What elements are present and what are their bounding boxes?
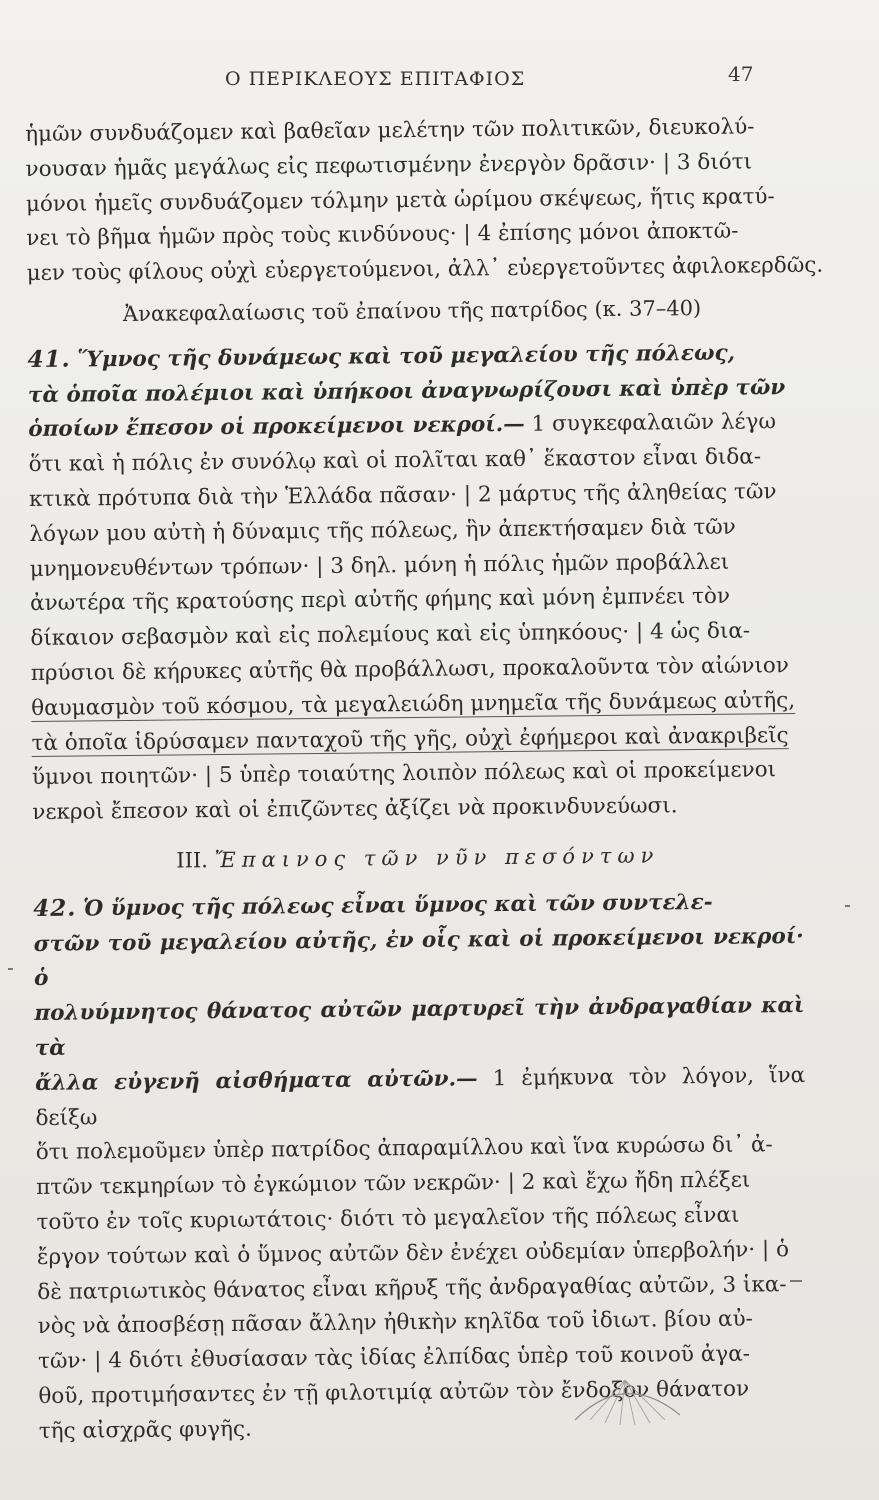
page-number: 47 (728, 62, 754, 86)
section-lemma: ἄλλα εὐγενῆ αἰσθήματα αὐτῶν.— (35, 1066, 478, 1096)
section-lemma: ὁποίων ἔπεσον οἱ προκείμενοι νεκροί.— (28, 412, 525, 443)
text-line: ὅτι πολεμοῦμεν ὑπὲρ πατρίδος ἀπαραμίλλου καὶ ἵνα κυρώσω δι᾽ ἀ- (35, 1132, 773, 1166)
text-line: κτικὰ πρότυπα διὰ τὴν Ἑλλάδα πᾶσαν· | 2 μάρτυς τῆς ἀληθείας τῶν (28, 479, 777, 512)
text-line: τὰ ὁποῖα ἱδρύσαμεν πανταχοῦ τῆς γῆς, οὐχὶ ἐφήμεροι καὶ ἀνακριβεῖς (31, 722, 789, 756)
running-title: Ο ΠΕΡΙΚΛΕΟΥΣ ΕΠΙΤΑΦΙΟΣ (225, 68, 526, 90)
text-line: νεκροὶ ἔπεσον καὶ οἱ ἐπιζῶντες ἀξίζει νὰ προκινδυνεύωσι. (32, 793, 678, 826)
text-line: νουσαν ἡμᾶς μεγάλως εἰς πεφωτισμένην ἐνεργὸν δρᾶσιν· | 3 διότι (25, 149, 753, 182)
text-line: θαυμασμὸν τοῦ κόσμου, τὰ μεγαλειώδη μνημεῖα τῆς δυνάμεως αὐτῆς, (31, 687, 796, 721)
text-line: 1 ἐμήκυνα τὸν λόγον, ἵνα δείξω (35, 1062, 806, 1131)
text-line: ὕμνοι ποιητῶν· | 5 ὑπὲρ τοιαύτης λοιπὸν πόλεως καὶ οἱ προκείμενοι (31, 757, 777, 791)
text-line: πρύσιοι δὲ κήρυκες αὐτῆς θὰ προβάλλωσι, προκαλοῦντα τὸν αἰώνιον (30, 653, 790, 686)
text-line: 1 συγκεφαλαιῶν λέγω (531, 409, 777, 438)
text-line: μεν τοὺς φίλους οὐχὶ εὐεργετούμενοι, ἀλλ᾽ εὐεργετοῦντες ἀφιλοκερδῶς. (26, 252, 824, 287)
speck-mark (790, 1280, 802, 1282)
section-heading-iii (33, 837, 803, 880)
text-line: δίκαιον σεβασμὸν καὶ εἰς πολεμίους καὶ εἰς ὑπηκόους· | 4 ὡς δια- (30, 618, 751, 652)
section-lemma: στῶν τοῦ μεγαλείου αὐτῆς, ἐν οἷς καὶ οἱ προκείμενοι νεκροί· ὁ (33, 923, 804, 992)
pencil-sketch-mark (555, 1365, 705, 1435)
text-line: ἔργον τούτων καὶ ὁ ὕμνος αὐτῶν δὲν ἐνέχει οὐδεμίαν ὑπερβολήν· | ὁ (36, 1236, 790, 1270)
section-lemma: Ὁ ὕμνος τῆς πόλεως εἶναι ὕμνος καὶ τῶν συντελε- (83, 889, 713, 922)
text-line: νὸς νὰ ἀποσβέσῃ πᾶσαν ἄλλην ἠθικὴν κηλῖδα τοῦ ἰδιωτ. βίου αὐ- (37, 1306, 753, 1340)
text-line: ἡμῶν συνδυάζομεν καὶ βαθεῖαν μελέτην τῶν πολιτικῶν, διευκολύ- (25, 114, 755, 148)
page-header (0, 62, 879, 102)
text-line: νει τὸ βῆμα ἡμῶν πρὸς τοὺς κινδύνους· | 4 ἐπίσης μόνοι ἀποκτῶ- (26, 218, 739, 252)
text-line: ἀνωτέρα τῆς κρατούσης περὶ αὐτῆς φήμης καὶ μόνη ἐμπνέει τὸν (29, 584, 731, 617)
section-lemma: τὰ ὁποῖα πολέμιοι καὶ ὑπήκοοι ἀναγνωρίζουσι καὶ ὑπὲρ τῶν (27, 374, 786, 408)
body-text (25, 110, 824, 1449)
text-line: μόνοι ἡμεῖς συνδυάζομεν τόλμην μετὰ ὡρίμου σκέψεως, ἥτις κρατύ- (25, 183, 775, 217)
text-line: θοῦ, προτιμήσαντες ἐν τῇ φιλοτιμίᾳ αὐτῶν τὸν ἔνδοξον θάνατον (38, 1376, 750, 1409)
text-line: δὲ πατριωτικὸς θάνατος εἶναι κῆρυξ τῆς ἀνδραγαθίας αὐτῶν, 3 ἱκα- (37, 1271, 787, 1305)
roman-numeral: III. (176, 848, 209, 873)
section-number: 42. (33, 894, 77, 922)
speck-mark (8, 968, 13, 970)
text-line: πτῶν τεκμηρίων τὸ ἐγκώμιον τῶν νεκρῶν· | 2 καὶ ἔχω ἤδη πλέξει (36, 1167, 751, 1201)
section-lemma: πολυύμνητος θάνατος αὐτῶν μαρτυρεῖ τὴν ἀνδραγαθίαν καὶ τὰ (34, 993, 805, 1061)
text-line: λόγων μου αὐτὴ ἡ δύναμις τῆς πόλεως, ἣν ἀπεκτήσαμεν διὰ τῶν (29, 514, 736, 547)
section-41 (27, 335, 802, 831)
text-line: ὅτι καὶ ἡ πόλις ἐν συνόλῳ καὶ οἱ πολῖται καθ᾽ ἕκαστον εἶναι διδα- (28, 444, 762, 478)
text-line: τῶν· | 4 διότι ἐθυσίασαν τὰς ἰδίας ἐλπίδας ὑπὲρ τοῦ κοινοῦ ἀγα- (37, 1341, 751, 1375)
text-line: τοῦτο ἐν τοῖς κυριωτάτοις· διότι τὸ μεγαλεῖον τῆς πόλεως εἶναι (36, 1202, 740, 1235)
intro-paragraph (25, 110, 824, 292)
text-line: τῆς αἰσχρᾶς φυγῆς. (38, 1416, 252, 1444)
summary-heading: Ἀνακεφαλαίωσις τοῦ ἐπαίνου τῆς πατρίδος (κ. 37–40) (122, 295, 702, 327)
speck-mark (845, 905, 850, 907)
text-line: μνημονευθέντων τρόπων· | 3 δηλ. μόνη ἡ πόλις ἡμῶν προβάλλει (29, 549, 730, 582)
section-heading-title: Ἔπαινος τῶν νῦν πεσόντων (214, 843, 660, 873)
section-lemma: Ὕμνος τῆς δυνάμεως καὶ τοῦ μεγαλείου τῆς πόλεως, (77, 340, 736, 373)
section-number: 41. (27, 345, 71, 373)
